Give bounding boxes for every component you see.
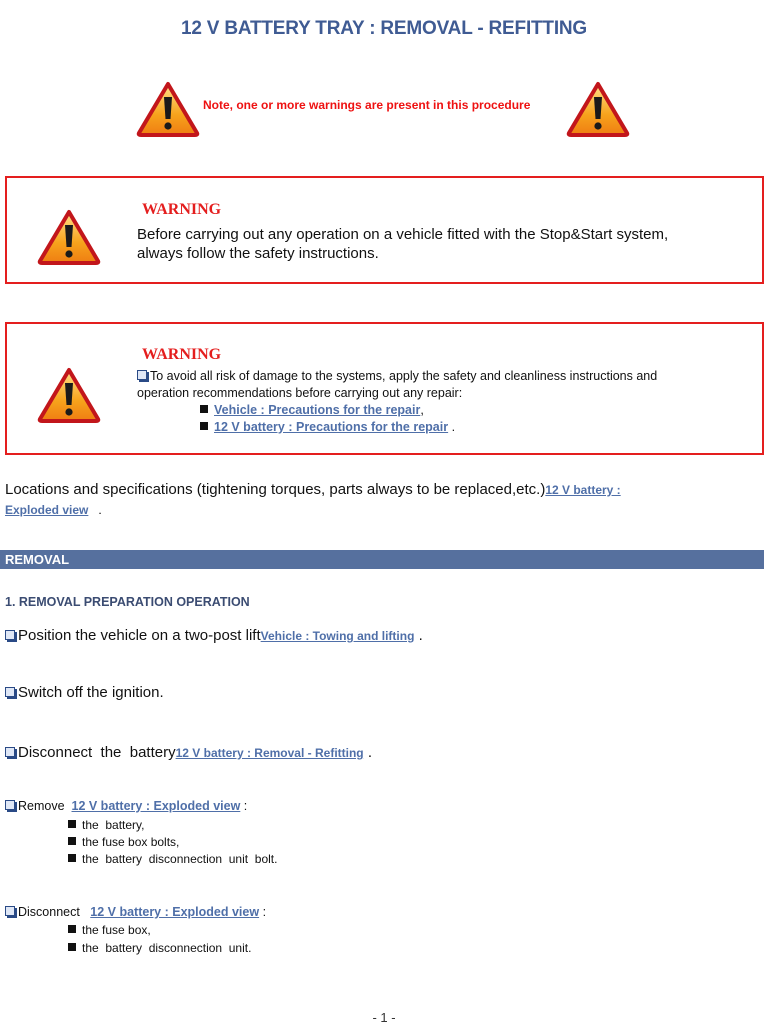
- list-item: the battery disconnection unit.: [68, 941, 251, 955]
- warning-triangle-icon: [136, 80, 200, 138]
- checkbox-bullet-icon: [5, 630, 15, 640]
- list-item: the fuse box bolts,: [68, 835, 179, 849]
- warning-triangle-icon: [37, 208, 101, 266]
- warning-text: [137, 225, 668, 263]
- warning-line: To avoid all risk of damage to the systems, apply the safety and cleanliness instructions and: [150, 369, 658, 383]
- square-bullet-icon: [200, 422, 208, 430]
- warning-line: operation recommendations before carrying out any repair:: [137, 386, 463, 400]
- warning-heading: WARNING: [142, 201, 222, 218]
- link-battery-removal[interactable]: 12 V battery : Removal - Refitting: [175, 746, 364, 760]
- locations-paragraph: Locations and specifications (tightening torques, parts always to be replaced,etc.)12 V battery :: [5, 481, 621, 498]
- warning-box-stop-start: [5, 176, 764, 284]
- warning-line: always follow the safety instructions.: [137, 245, 379, 262]
- link-exploded-view[interactable]: 12 V battery : Exploded view: [90, 905, 260, 919]
- list-item: the battery disconnection unit bolt.: [68, 852, 277, 866]
- warning-heading: WARNING: [142, 346, 222, 363]
- checkbox-bullet-icon: [5, 747, 15, 757]
- list-item: the fuse box,: [68, 923, 151, 937]
- step-remove: Remove 12 V battery : Exploded view :: [5, 799, 247, 813]
- step-disconnect: Disconnect 12 V battery : Exploded view :: [5, 905, 266, 919]
- square-bullet-icon: [68, 943, 76, 951]
- checkbox-bullet-icon: [137, 370, 147, 380]
- list-item: the battery,: [68, 818, 144, 832]
- checkbox-bullet-icon: [5, 906, 15, 916]
- link-towing-lifting[interactable]: Vehicle : Towing and lifting: [260, 629, 415, 643]
- link-exploded-view[interactable]: 12 V battery : Exploded view: [71, 799, 241, 813]
- checkbox-bullet-icon: [5, 800, 15, 810]
- page-title: 12 V BATTERY TRAY : REMOVAL - REFITTING: [180, 18, 588, 39]
- warning-triangle-icon: [37, 366, 101, 424]
- step-position-vehicle: Position the vehicle on a two-post liftVehicle : Towing and lifting .: [5, 627, 423, 644]
- warning-triangle-icon: [566, 80, 630, 138]
- square-bullet-icon: [68, 854, 76, 862]
- square-bullet-icon: [68, 925, 76, 933]
- link-vehicle-precautions[interactable]: Vehicle : Precautions for the repair: [214, 403, 421, 417]
- square-bullet-icon: [68, 837, 76, 845]
- warning-text: To avoid all risk of damage to the systems, apply the safety and cleanliness instructions and operation recommendations before carrying out any repair: Vehicle : Precautions for the repair, 12 V battery : Precautions for the repair .: [137, 368, 712, 436]
- square-bullet-icon: [68, 820, 76, 828]
- subsection-heading: 1. REMOVAL PREPARATION OPERATION: [5, 595, 250, 609]
- warning-box-precautions: [5, 322, 764, 455]
- page-number: - 1 -: [372, 1010, 396, 1025]
- square-bullet-icon: [200, 405, 208, 413]
- checkbox-bullet-icon: [5, 687, 15, 697]
- warnings-note: Note, one or more warnings are present in this procedure: [203, 98, 531, 112]
- step-switch-off-ignition: Switch off the ignition.: [5, 684, 164, 701]
- link-exploded-view[interactable]: 12 V battery :: [545, 483, 621, 497]
- section-header-removal: REMOVAL: [0, 550, 764, 569]
- link-exploded-view[interactable]: Exploded view: [5, 503, 89, 517]
- warning-line: Before carrying out any operation on a vehicle fitted with the Stop&Start system,: [137, 226, 669, 243]
- link-battery-precautions[interactable]: 12 V battery : Precautions for the repair: [214, 420, 449, 434]
- step-disconnect-battery: Disconnect the battery12 V battery : Removal - Refitting .: [5, 744, 372, 761]
